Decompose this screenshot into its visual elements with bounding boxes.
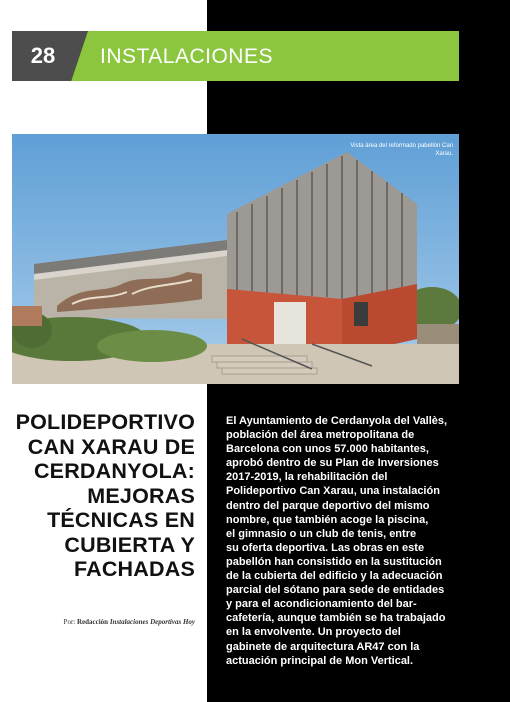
article-body: [226, 414, 461, 668]
article-title: [10, 410, 195, 582]
title-line: TÉCNICAS EN: [47, 508, 195, 532]
title-line: FACHADAS: [73, 557, 195, 581]
body-line: aprobó dentro de su Plan de Inversiones: [226, 457, 439, 470]
body-line: nombre, que también acoge la piscina,: [226, 513, 429, 526]
title-line: CUBIERTA Y: [64, 532, 195, 557]
body-line: cafetería, aunque también se ha trabajado: [226, 612, 446, 625]
byline-publication: Instalaciones Deportivas Hoy: [109, 618, 195, 626]
section-title: INSTALACIONES: [100, 45, 273, 68]
body-line: Barcelona con unos 57.000 habitantes,: [226, 443, 429, 456]
photo-caption: Vista área del reformado pabellón Can Xarau.: [350, 143, 453, 157]
body-line: en la envolvente. Un proyecto del: [226, 626, 401, 639]
body-line: dentro del parque deportivo del mismo: [226, 499, 430, 512]
body-line: actuación principal de Mon Vertical.: [226, 654, 414, 667]
byline: [10, 618, 195, 626]
body-line: su oferta deportiva. Las obras en este: [226, 541, 425, 554]
photo-illustration: [12, 134, 459, 384]
body-line: gabinete de arquitectura AR47 con la: [226, 640, 420, 653]
body-line: parcial del sótano para sede de entidades: [226, 584, 445, 597]
body-line: de la cubierta del edificio y la adecuación: [226, 570, 443, 583]
title-line: CERDANYOLA:: [33, 459, 195, 483]
body-line: 2017-2019, la rehabilitación del: [226, 471, 388, 484]
title-line: POLIDEPORTIVO: [15, 410, 195, 434]
section-header: [12, 31, 459, 81]
body-line: y para el acondicionamiento del bar-: [226, 598, 417, 611]
page-number: 28: [30, 43, 56, 68]
title-line: CAN XARAU DE: [27, 434, 195, 459]
building-photo: [12, 134, 459, 384]
title-line: MEJORAS: [87, 483, 195, 508]
body-line: población del área metropolitana de: [226, 429, 415, 442]
body-line: Polideportivo Can Xarau, una instalación: [226, 485, 440, 498]
body-line: el gimnasio o un club de tenis, entre: [226, 527, 417, 540]
byline-prefix: Por:: [63, 618, 76, 626]
body-line: pabellón han consistido en la sustitución: [226, 555, 442, 568]
body-line: El Ayuntamiento de Cerdanyola del Vallès,: [226, 415, 448, 427]
byline-author: Redacción: [76, 618, 109, 626]
